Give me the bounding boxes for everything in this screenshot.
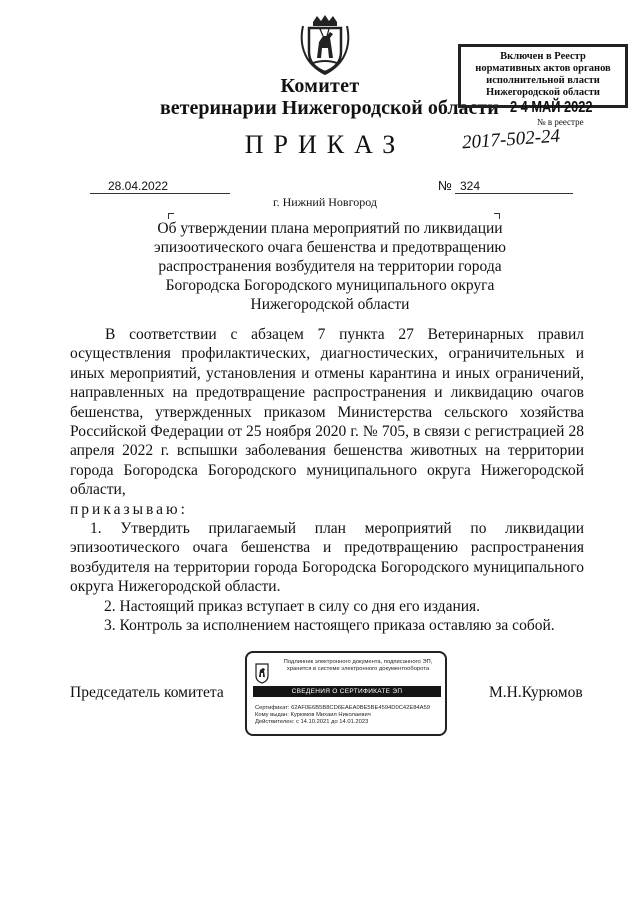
ep-certificate-row <box>255 705 430 712</box>
preamble-paragraph: В соответствии с абзацем 7 пункта 27 Ветеринарных правил осуществления профилактических, диагностических, ограничительных и иных мероприятий, установления и отмены карантина и иных ограничений, направленных на предотвращение распространения и ликвидацию очагов бешенства, утвержденных приказом Министерства сельского хозяйства Российской Федерации от 25 ноября 2020 г. № 705, в связи с регистрацией 28 апреля 2022 г. вспышки заболевания бешенства животных на территории города Богородска Богородского муниципального округа Нижегородской области, <box>70 326 584 499</box>
ep-certificate-header: СВЕДЕНИЯ О СЕРТИФИКАТЕ ЭП <box>253 686 441 697</box>
document-number: 324 <box>460 179 481 193</box>
ep-valid-label: Действителен: <box>255 719 295 725</box>
document-subject: Об утверждении плана мероприятий по ликвидации эпизоотического очага бешенства и предотвращению распространения возбудителя на территории города Богородска Богородского муниципального округа Нижегородской области <box>153 220 507 313</box>
registry-number-handwritten: 2017-502-24 <box>461 125 561 154</box>
registry-stamp-line: исполнительной власти <box>486 75 600 86</box>
signatory-name: М.Н.Курюмов <box>489 684 583 701</box>
electronic-signature-stamp <box>245 651 447 736</box>
org-name-line1: Комитет <box>280 75 360 97</box>
document-type-title: ПРИКАЗ <box>244 130 406 159</box>
coat-of-arms-icon <box>255 662 269 684</box>
order-word: приказываю: <box>70 500 188 518</box>
document-number-label: № <box>438 178 452 193</box>
ep-cert-label: Сертификат: <box>255 705 290 711</box>
org-name-line2: ветеринарии Нижегородской области <box>160 97 499 119</box>
registry-stamp-line: Нижегородской области <box>486 87 600 98</box>
ep-valid-value: с 14.10.2021 до 14.01.2023 <box>295 719 369 725</box>
ep-owner-row <box>255 712 371 719</box>
ep-owner-value: Курюмов Михаил Николаевич <box>290 712 371 718</box>
registry-stamp-line: нормативных актов органов <box>475 63 611 74</box>
city: г. Нижний Новгород <box>273 195 377 209</box>
ep-valid-row <box>255 719 368 726</box>
ep-owner-label: Кому выдан: <box>255 712 289 718</box>
document-date: 28.04.2022 <box>108 179 169 193</box>
coat-of-arms-icon <box>297 14 353 76</box>
document-body <box>70 325 584 636</box>
order-item: 3. Контроль за исполнением настоящего приказа оставляю за собой. <box>104 617 555 635</box>
signatory-position: Председатель комитета <box>70 684 224 701</box>
order-item: 2. Настоящий приказ вступает в силу со дня его издания. <box>104 597 481 615</box>
ep-note: Подлинник электронного документа, подписанного ЭП, хранится в системе электронного документооборота <box>283 659 433 672</box>
date-underline <box>90 193 230 194</box>
order-item: 1. Утвердить прилагаемый план мероприятий по ликвидации эпизоотического очага бешенства и предотвращению распространения возбудителя на территории города Богородска Богородского муниципального округа Нижегородской области. <box>70 520 584 596</box>
ep-cert-value: 62AF0E6B5B8CD6EAEA0BE5BE4594D0C42E84A59 <box>291 705 430 711</box>
registry-date: 2 4 МАЙ 2022 <box>510 99 593 116</box>
registry-stamp-line: Включен в Реестр <box>500 51 586 62</box>
number-underline <box>455 193 573 194</box>
registry-number-label: № в реестре <box>537 117 584 127</box>
